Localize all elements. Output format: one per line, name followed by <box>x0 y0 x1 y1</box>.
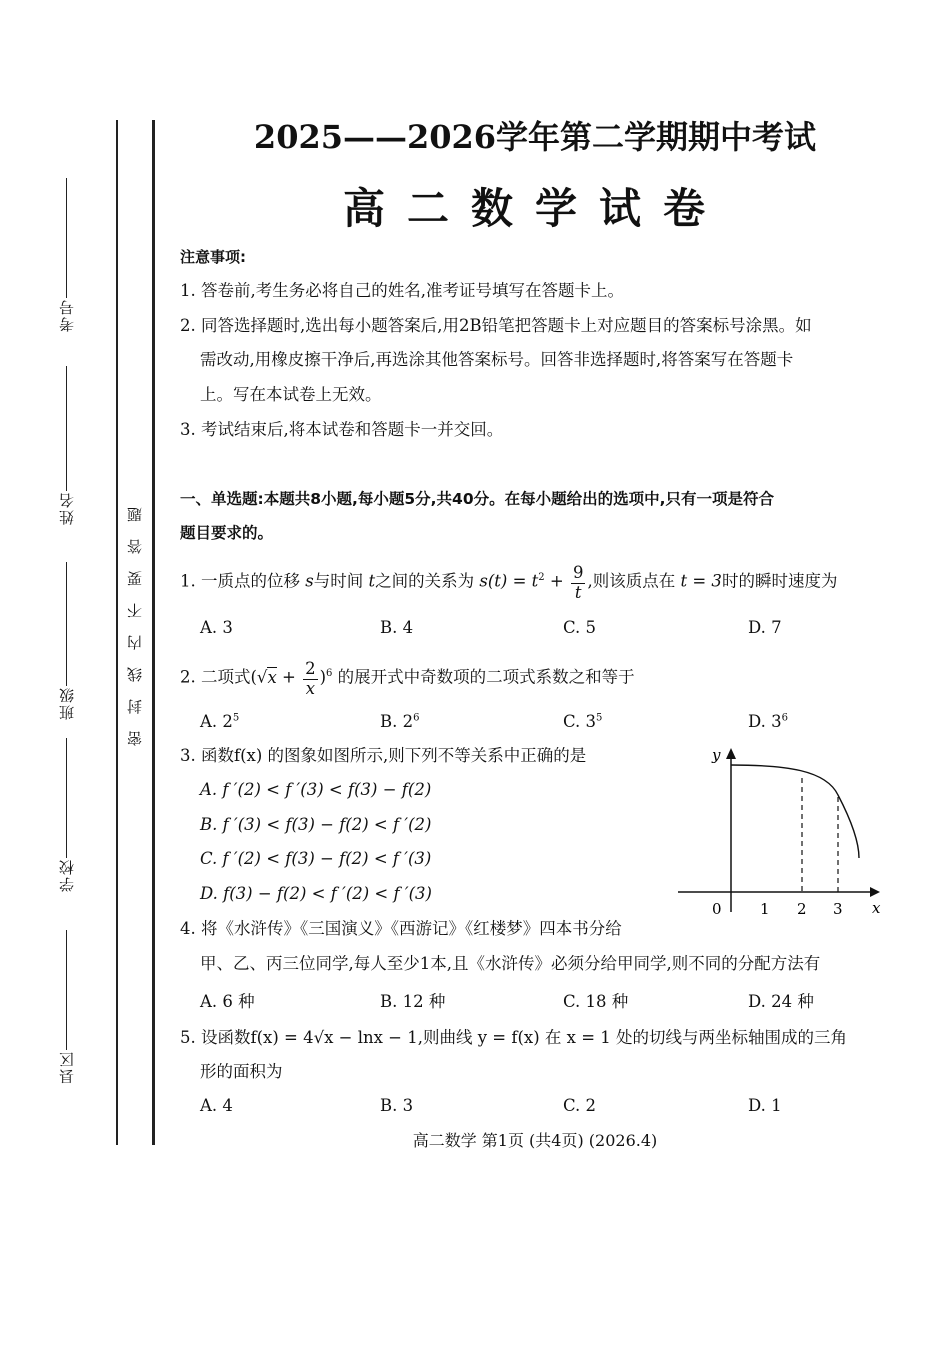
seal-line-text: 密封线内不要答题 <box>126 490 144 746</box>
field-exam-number[interactable] <box>56 178 77 332</box>
question-5-stem-cont: 形的面积为 <box>200 1062 283 1081</box>
y-axis-arrow <box>726 748 736 759</box>
q4-option-d[interactable]: D. 24 种 <box>748 992 814 1011</box>
q2-option-c[interactable]: C. $3^5$ <box>563 712 603 731</box>
q2-option-a[interactable]: A. $2^5$ <box>200 712 240 731</box>
notice-item-1: 1. 答卷前,考生务必将自己的姓名,准考证号填写在答题卡上。 <box>180 281 624 300</box>
q3-option-c[interactable]: C. f ′(2) < f(3) − f(2) < f ′(3) <box>200 849 432 868</box>
field-label: 县区 <box>58 1050 76 1084</box>
q2-option-b[interactable]: B. $2^6$ <box>380 712 420 731</box>
q1-option-d[interactable]: D. 7 <box>748 618 782 637</box>
field-school[interactable] <box>56 738 77 892</box>
y-axis-label: y <box>712 746 721 764</box>
q4-option-c[interactable]: C. 18 种 <box>563 992 629 1011</box>
q1-option-a[interactable]: A. 3 <box>200 618 233 637</box>
q4-option-b[interactable]: B. 12 种 <box>380 992 446 1011</box>
exam-title: 2025——2026学年第二学期期中考试 <box>253 118 817 156</box>
field-label: 姓名 <box>58 491 76 525</box>
margin-line-outer <box>116 120 118 1145</box>
q3-option-a[interactable]: A. f ′(2) < f ′(3) < f(3) − f(2) <box>200 780 432 799</box>
tick-label-1: 1 <box>760 900 770 918</box>
question-3-stem: 3. 函数f(x) 的图象如图所示,则下列不等关系中正确的是 <box>180 746 587 765</box>
notice-item-2-cont: 需改动,用橡皮擦干净后,再选涂其他答案标号。回答非选择题时,将答案写在答题卡 <box>200 350 794 369</box>
notice-item-2: 2. 同答选择题时,选出每小题答案后,用2B铅笔把答题卡上对应题目的答案标号涂黑。如 <box>180 316 812 335</box>
question-1-stem: 1. 一质点的位移 s与时间 t之间的关系为 $s(t) = t^2$ + $\frac{9}{t}$ ,则该质点在 t = 3时的瞬时速度为 <box>180 562 838 602</box>
field-label: 学校 <box>58 858 76 892</box>
function-curve <box>731 765 859 858</box>
question-5-stem: 5. 设函数f(x) = 4√x − lnx − 1,则曲线 y = f(x) 在 x = 1 处的切线与两坐标轴围成的三角 <box>180 1028 848 1047</box>
q5-option-d[interactable]: D. 1 <box>748 1096 782 1115</box>
question-2-stem: 2. 二项式(√x + $\frac{2}{x}$ )$^6$ 的展开式中奇数项的二项式系数之和等于 <box>180 658 635 698</box>
tick-label-3: 3 <box>833 900 843 918</box>
fraction: $\frac{2}{x}$ <box>305 658 316 698</box>
tick-label-2: 2 <box>797 900 807 918</box>
field-label: 班级 <box>58 686 76 720</box>
notice-heading: 注意事项: <box>180 248 246 266</box>
q5-option-b[interactable]: B. 3 <box>380 1096 414 1115</box>
q2-option-d[interactable]: D. $3^6$ <box>748 712 789 731</box>
page-footer: 高二数学 第1页 (共4页) (2026.4) <box>412 1131 658 1150</box>
notice-item-3: 3. 考试结束后,将本试卷和答题卡一并交回。 <box>180 420 504 439</box>
question-4-stem: 4. 将《水浒传》《三国演义》《西游记》《红楼梦》四本书分给 <box>180 919 622 938</box>
field-class[interactable] <box>56 562 77 720</box>
x-axis-arrow <box>870 887 880 897</box>
section-heading-cont: 题目要求的。 <box>180 524 274 542</box>
q3-option-b[interactable]: B. f ′(3) < f(3) − f(2) < f ′(2) <box>200 815 432 834</box>
margin-line-inner <box>152 120 155 1145</box>
x-axis-label: x <box>872 899 881 917</box>
origin-label: 0 <box>712 900 722 918</box>
section-heading: 一、单选题:本题共8小题,每小题5分,共40分。在每小题给出的选项中,只有一项是符合 <box>180 490 775 508</box>
field-district[interactable] <box>56 930 77 1084</box>
field-label: 考号 <box>58 298 76 332</box>
q5-option-c[interactable]: C. 2 <box>563 1096 597 1115</box>
q1-option-b[interactable]: B. 4 <box>380 618 414 637</box>
fraction: $\frac{9}{t}$ <box>572 562 584 602</box>
q3-option-d[interactable]: D. f(3) − f(2) < f ′(2) < f ′(3) <box>200 884 432 903</box>
q3-function-graph <box>676 740 886 920</box>
q1-option-c[interactable]: C. 5 <box>563 618 597 637</box>
q4-option-a[interactable]: A. 6 种 <box>200 992 255 1011</box>
notice-item-2-cont2: 上。写在本试卷上无效。 <box>200 385 382 404</box>
field-name[interactable] <box>56 366 77 525</box>
question-4-stem-cont: 甲、乙、丙三位同学,每人至少1本,且《水浒传》必须分给甲同学,则不同的分配方法有 <box>200 954 821 973</box>
paper-title: 高二数学试卷 <box>342 184 727 233</box>
q5-option-a[interactable]: A. 4 <box>200 1096 233 1115</box>
